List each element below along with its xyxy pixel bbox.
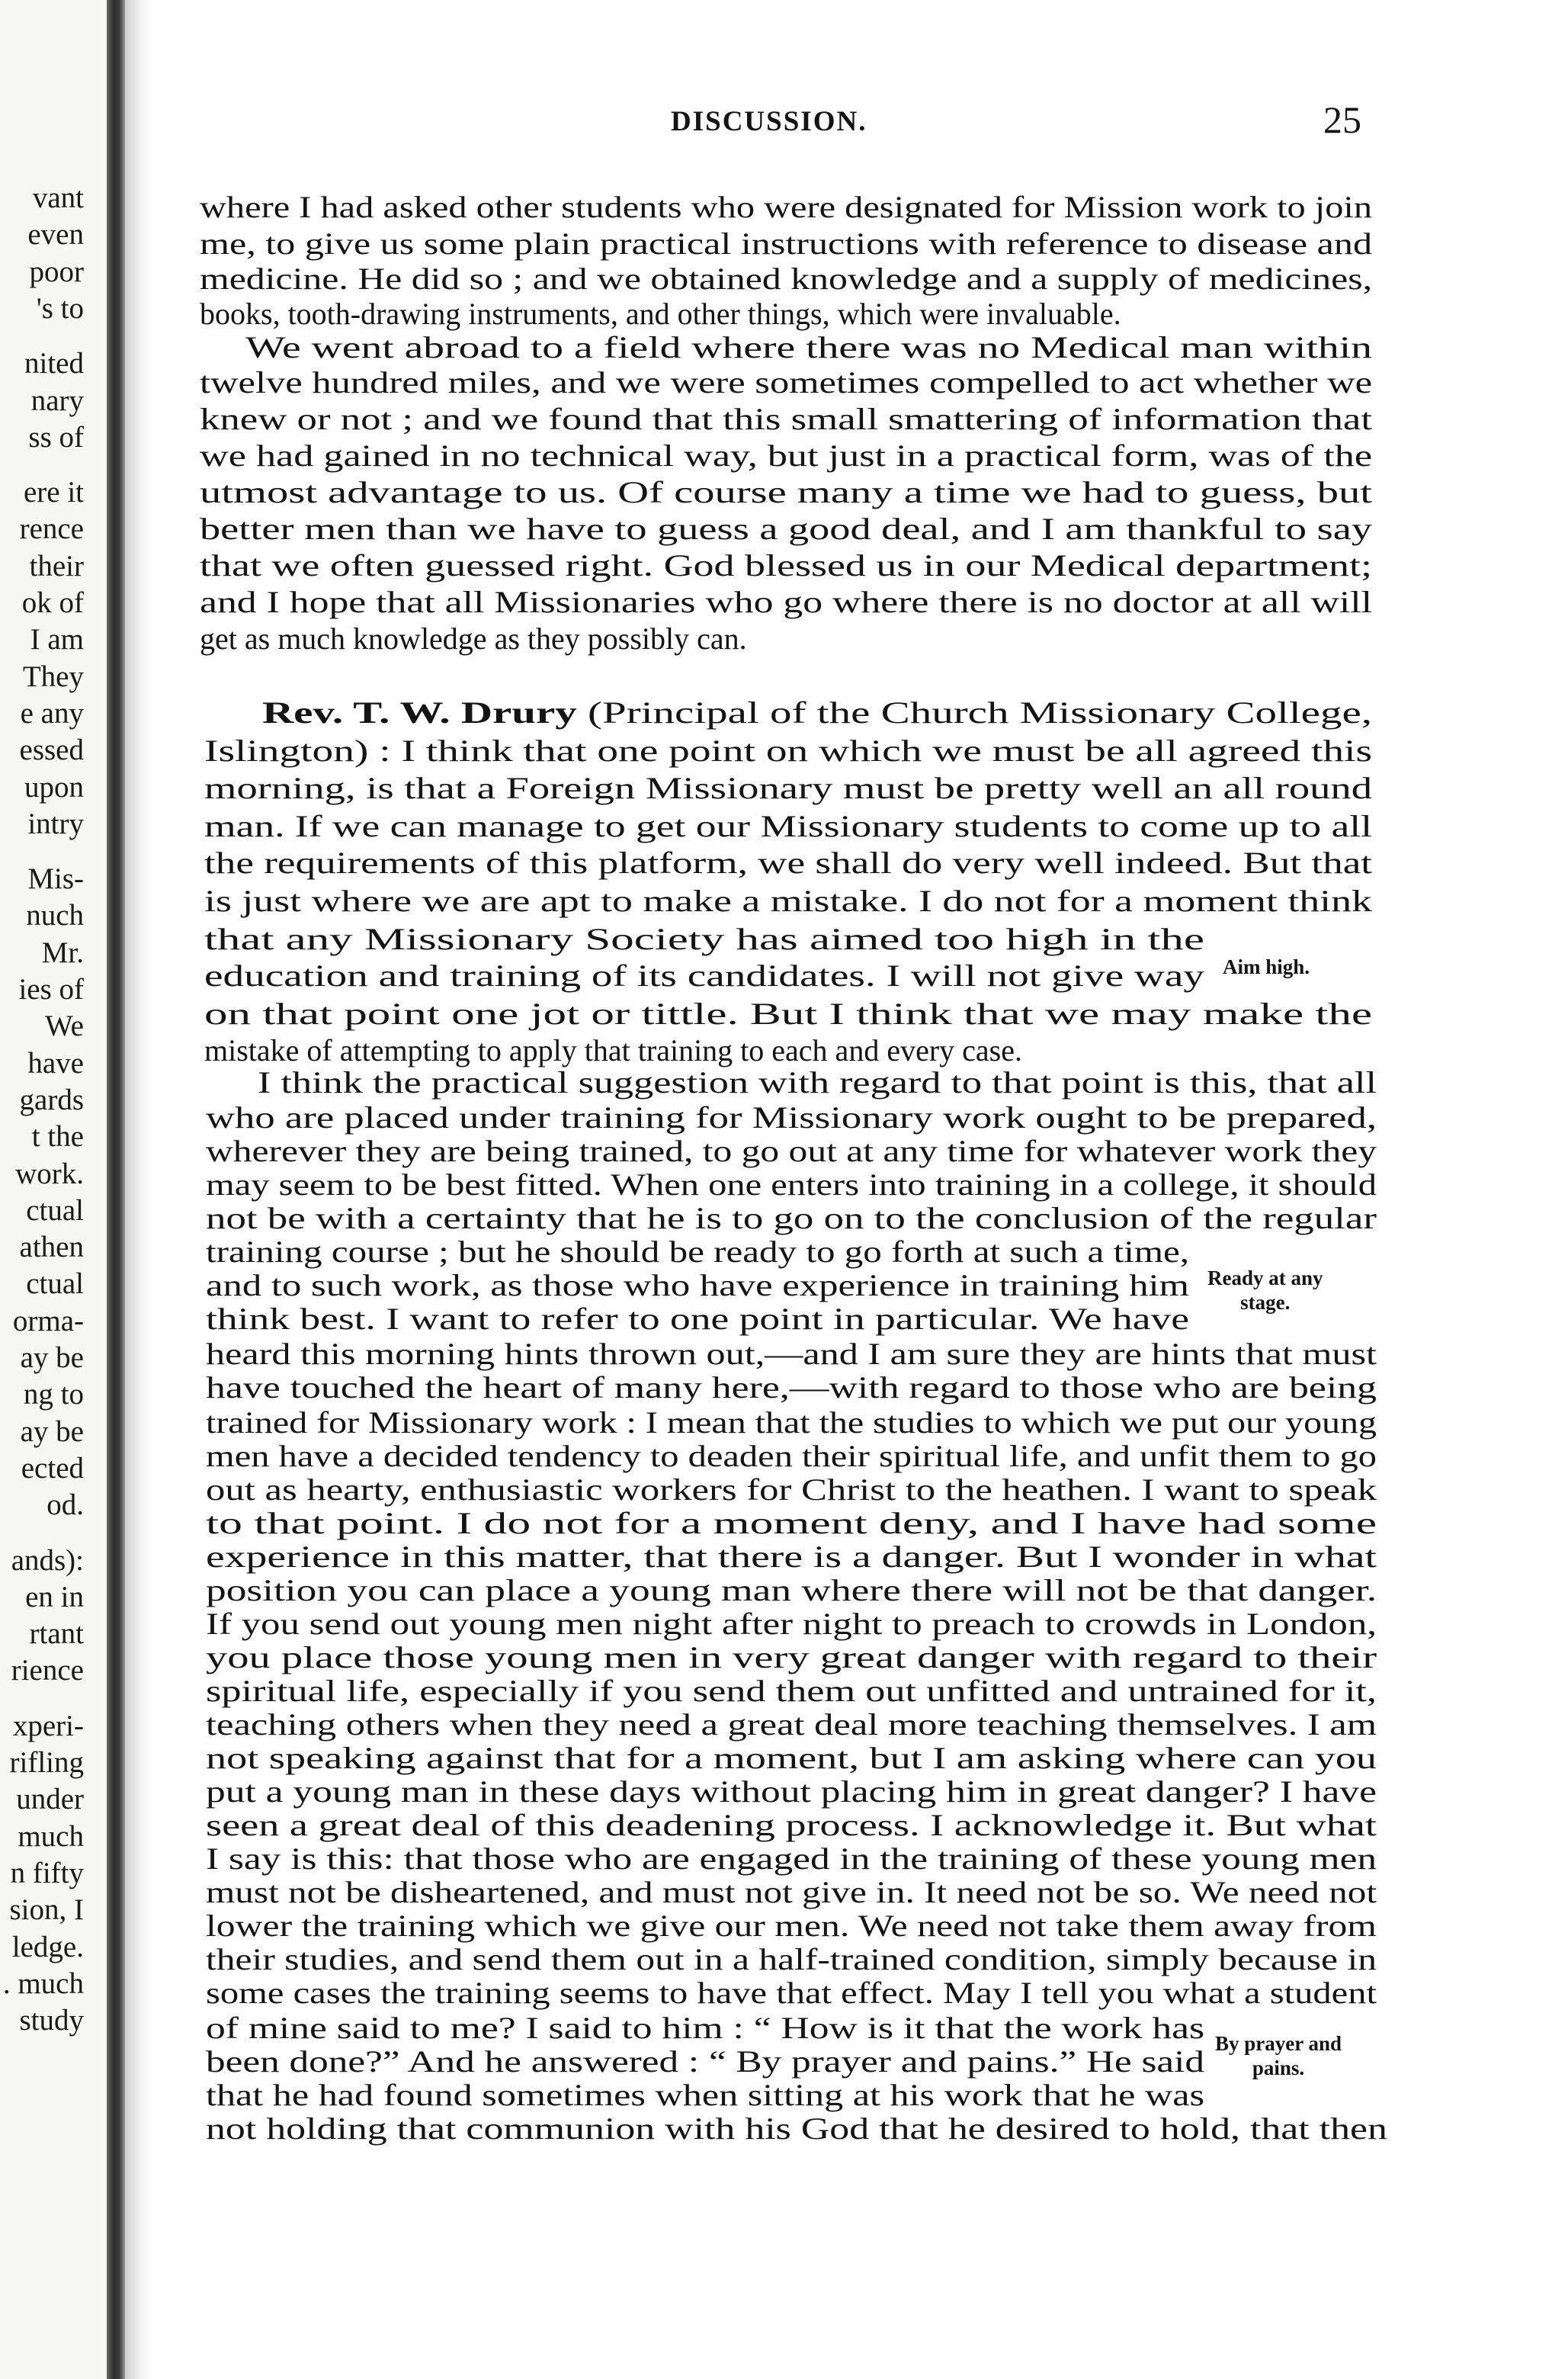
- text-line: not be with a certainty that he is to go on to the conclusion of the regular: [206, 1201, 1377, 1235]
- facing-page-fragment: ay be: [20, 1341, 84, 1374]
- text-line: that we often guessed right. God blessed us in our Medical department;: [200, 548, 1372, 583]
- facing-page-fragment: ected: [21, 1451, 84, 1485]
- text-line: we had gained in no technical way, but just in a practical form, was of the: [200, 438, 1373, 473]
- text-line: medicine. He did so ; and we obtained knowledge and a supply of medicines,: [200, 262, 1373, 296]
- facing-page-fragment: intry: [27, 807, 84, 840]
- facing-page-fragment: athen: [19, 1231, 84, 1264]
- facing-page-fragment: rience: [11, 1654, 84, 1687]
- text-line: If you send out young men night after night to preach to crowds in London,: [206, 1607, 1377, 1641]
- facing-page-fragment: t the: [31, 1120, 84, 1154]
- text-line: Rev. T. W. Drury (Principal of the Church Missionary College,: [262, 695, 1373, 730]
- facing-page-fragment: essed: [19, 734, 84, 767]
- facing-page-fragment: ay be: [20, 1414, 84, 1448]
- facing-page-fragment: ledge.: [11, 1930, 84, 1963]
- facing-page-fragment: gards: [19, 1083, 84, 1116]
- text-line: I say is this: that those who are engaged in the training of these young men: [206, 1841, 1377, 1876]
- facing-page-fragment: I am: [30, 623, 84, 657]
- text-line: morning, is that a Foreign Missionary must be pretty well an all round: [204, 771, 1373, 805]
- facing-page-fragment: ies of: [18, 973, 84, 1006]
- text-line: get as much knowledge as they possibly can.: [200, 621, 747, 656]
- page-header: [0, 98, 1568, 143]
- text-line: put a young man in these days without placing him in great danger? I have: [206, 1774, 1377, 1809]
- text-line: where I had asked other students who were designated for Mission work to join: [200, 190, 1373, 224]
- text-line: some cases the training seems to have that effect. May I tell you what a student: [206, 1976, 1377, 2010]
- text-line: to that point. I do not for a moment deny, and I have had some: [206, 1506, 1377, 1540]
- text-line: their studies, and send them out in a half-trained condition, simply because in: [206, 1942, 1377, 1976]
- facing-page-fragment: ok of: [21, 586, 84, 619]
- text-line: twelve hundred miles, and we were sometimes compelled to act whether we: [200, 365, 1373, 400]
- text-line: knew or not ; and we found that this small smattering of information that: [200, 402, 1373, 436]
- text-line: and I hope that all Missionaries who go where there is no doctor at all will: [200, 585, 1372, 619]
- text-line: mistake of attempting to apply that training to each and every case.: [204, 1033, 1022, 1068]
- facing-page-fragment: have: [27, 1046, 84, 1080]
- facing-page-fragment: under: [16, 1783, 84, 1816]
- text-line: teaching others when they need a great deal more teaching themselves. I am: [206, 1707, 1377, 1742]
- text-line: may seem to be best fitted. When one enters into training in a college, it should: [206, 1167, 1377, 1202]
- text-line: must not be disheartened, and must not give in. It need not be so. We need not: [206, 1875, 1377, 1909]
- facing-page-fragment: rtant: [29, 1617, 84, 1651]
- text-line: not speaking against that for a moment, but I am asking where can you: [206, 1741, 1377, 1775]
- sidenote-ready-at-any-stage: Ready at any stage.: [1207, 1267, 1323, 1315]
- text-line: training course ; but he should be ready to go forth at such a time,: [206, 1234, 1190, 1269]
- text-line: utmost advantage to us. Of course many a time we had to guess, but: [200, 475, 1373, 509]
- facing-page-fragment: rence: [19, 512, 84, 546]
- text-line: of mine said to me? I said to him : “ How is it that the work has: [206, 2011, 1205, 2045]
- facing-page-fragment: ands):: [11, 1543, 84, 1577]
- facing-page-fragment: much: [18, 1819, 84, 1853]
- text-line: been done?” And he answered : “ By prayer and pains.” He said: [206, 2044, 1204, 2079]
- facing-page-fragment: xperi-: [12, 1709, 84, 1742]
- facing-page-fragment: work.: [15, 1157, 84, 1190]
- facing-page-fragment: We: [45, 1010, 84, 1043]
- facing-page-fragment: ere it: [23, 476, 84, 509]
- text-line: better men than we have to guess a good deal, and I am thankful to say: [200, 512, 1373, 546]
- sidenote-aim-high: Aim high.: [1223, 955, 1310, 978]
- facing-page-fragment: ng to: [23, 1378, 84, 1411]
- sidenote-by-prayer-and-pains: By prayer and pains.: [1215, 2032, 1342, 2080]
- text-line: that he had found sometimes when sitting at his work that he was: [206, 2078, 1205, 2112]
- text-line: that any Missionary Society has aimed too high in the: [204, 922, 1204, 956]
- text-line: position you can place a young man where there will not be that danger.: [206, 1573, 1377, 1607]
- text-line: men have a decided tendency to deaden their spiritual life, and unfit them to go: [206, 1439, 1377, 1473]
- text-line: me, to give us some plain practical instructions with reference to disease and: [200, 226, 1373, 261]
- text-line: seen a great deal of this deadening process. I acknowledge it. But what: [206, 1808, 1377, 1842]
- facing-page-strip: [0, 0, 107, 2379]
- facing-page-fragment: their: [29, 549, 84, 583]
- facing-page-fragment: They: [22, 660, 84, 693]
- text-line: wherever they are being trained, to go out at any time for whatever work they: [206, 1134, 1377, 1168]
- text-line: out as hearty, enthusiastic workers for Christ to the heathen. I want to speak: [206, 1472, 1377, 1507]
- facing-page-fragment: nary: [30, 384, 84, 417]
- text-line: on that point one jot or tittle. But I think that we may make the: [204, 997, 1373, 1031]
- text-line: books, tooth-drawing instruments, and other things, which were invaluable.: [200, 297, 1121, 331]
- facing-page-fragment: 's to: [36, 291, 84, 325]
- facing-page-fragment: e any: [20, 696, 84, 730]
- text-line: heard this morning hints thrown out,—and I am sure they are hints that must: [206, 1337, 1377, 1371]
- facing-page-fragment: sion, I: [9, 1893, 84, 1927]
- book-gutter-shadow: [107, 0, 125, 2379]
- facing-page-fragment: ss of: [28, 420, 84, 454]
- text-line: experience in this matter, that there is a danger. But I wonder in what: [206, 1539, 1377, 1574]
- facing-page-fragment: Mis-: [27, 862, 84, 896]
- facing-page-fragment: rifling: [9, 1746, 84, 1779]
- facing-page-fragment: study: [19, 2004, 84, 2037]
- facing-page-fragment: upon: [24, 770, 84, 804]
- text-line: have touched the heart of many here,—with regard to those who are being: [206, 1370, 1377, 1405]
- facing-page-fragment: vant: [32, 181, 84, 214]
- text-line: We went abroad to a field where there was no Medical man within: [245, 330, 1372, 364]
- text-line: education and training of its candidates. I will not give way: [204, 958, 1204, 993]
- facing-page-fragment: nited: [24, 347, 84, 380]
- facing-page-fragment: ctual: [26, 1267, 84, 1301]
- text-line: you place those young men in very great danger with regard to their: [206, 1640, 1377, 1674]
- facing-page-fragment: od.: [46, 1488, 84, 1522]
- facing-page-fragment: even: [27, 218, 84, 252]
- speaker-name: Rev. T. W. Drury: [262, 695, 577, 730]
- text-line: not holding that communion with his God that he desired to hold, that then: [206, 2111, 1387, 2146]
- text-line: I think the practical suggestion with regard to that point is this, that all: [258, 1065, 1377, 1100]
- text-line: who are placed under training for Missionary work ought to be prepared,: [206, 1100, 1377, 1135]
- text-line: trained for Missionary work : I mean that the studies to which we put our young: [206, 1405, 1377, 1440]
- text-line: and to such work, as those who have experience in training him: [206, 1268, 1189, 1302]
- facing-page-fragment: n fifty: [10, 1856, 84, 1889]
- page-edge-highlight: [125, 0, 152, 2379]
- running-head: DISCUSSION.: [671, 106, 867, 137]
- facing-page-fragment: Mr.: [41, 936, 84, 969]
- text-line: spiritual life, especially if you send them out unfitted and untrained for it,: [206, 1674, 1377, 1708]
- text-line: is just where we are apt to make a mistake. I do not for a moment think: [204, 884, 1372, 918]
- facing-page-fragment: . much: [2, 1966, 84, 2000]
- facing-page-fragment: en in: [25, 1580, 84, 1613]
- facing-page-fragment: poor: [29, 255, 84, 288]
- text-line: think best. I want to refer to one point in particular. We have: [206, 1302, 1190, 1336]
- text-line: the requirements of this platform, we shall do very well indeed. But that: [204, 846, 1373, 880]
- facing-page-fragment: orma-: [12, 1304, 84, 1337]
- page-number: 25: [1323, 98, 1361, 141]
- text-line: man. If we can manage to get our Missionary students to come up to all: [204, 809, 1373, 843]
- facing-page-fragment: ctual: [26, 1193, 84, 1227]
- text-line: Islington) : I think that one point on which we must be all agreed this: [204, 734, 1373, 768]
- facing-page-fragment: nuch: [26, 899, 84, 933]
- text-line: lower the training which we give our men. We need not take them away from: [206, 1909, 1377, 1943]
